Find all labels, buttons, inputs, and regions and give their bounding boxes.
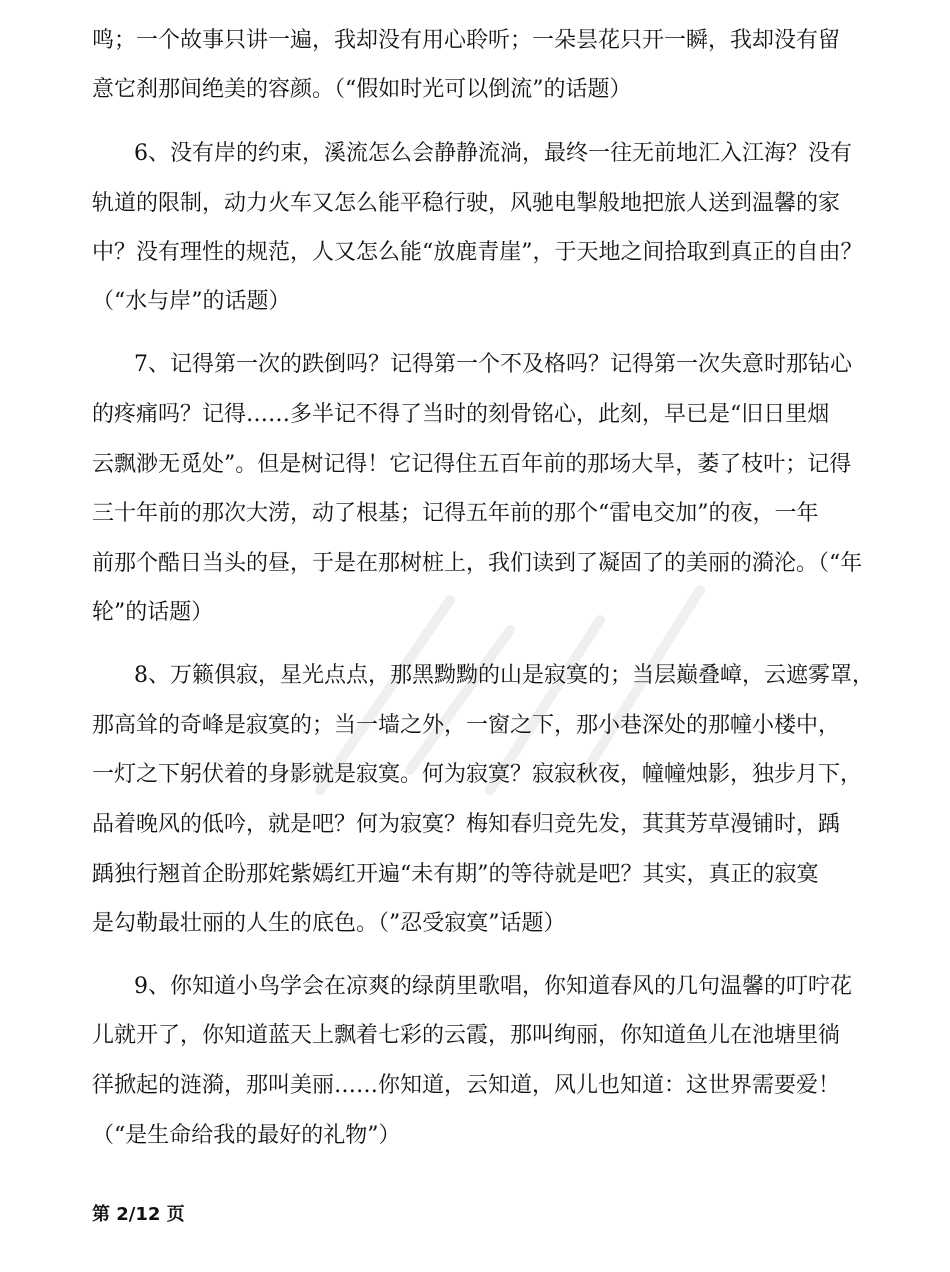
text-line: 中？没有理性的规范，人又怎么能“放鹿青崖”，于天地之间拾取到真正的自由？ <box>92 240 863 265</box>
text-line: 踽独行翘首企盼那姹紫嫣红开遍“未有期”的等待就是吧？其实，真正的寂寞 <box>92 862 819 887</box>
paragraph-9-first-line: 9、你知道小鸟学会在凉爽的绿荫里歌唱，你知道春风的几句温馨的叮咛花 <box>134 974 852 999</box>
text-line: 那高耸的奇峰是寂寞的；当一墙之外，一窗之下，那小巷深处的那幢小楼中， <box>92 713 841 738</box>
text-line: 是勾勒最壮丽的人生的底色。（”忍受寂寞”话题） <box>92 911 566 936</box>
paragraph-8-first-line: 8、万籁俱寂，星光点点，那黑黝黝的山是寂寞的；当层巅叠嶂，云遮雾罩， <box>134 663 874 688</box>
text-line: 云飘渺无觅处”。但是树记得！它记得住五百年前的那场大旱，萎了枝叶；记得 <box>92 452 852 477</box>
text-line: 三十年前的那次大涝，动了根基；记得五年前的那个“雷电交加”的夜，一年 <box>92 501 819 526</box>
text-line: 意它刹那间绝美的容颜。（“假如时光可以倒流”的话题） <box>92 77 632 102</box>
text-line: 鸣；一个故事只讲一遍，我却没有用心聆听；一朵昙花只开一瞬，我却没有留 <box>92 28 841 53</box>
text-line: 前那个酷日当头的昼，于是在那树桩上，我们读到了凝固了的美丽的漪沦。（“年 <box>92 551 863 576</box>
text-line: 一灯之下躬伏着的身影就是寂寞。何为寂寞？寂寂秋夜，幢幢烛影，独步月下， <box>92 762 863 787</box>
text-line: （“是生命给我的最好的礼物”） <box>92 1123 401 1148</box>
text-line: 的疼痛吗？记得……多半记不得了当时的刻骨铭心，此刻，早已是“旧日里烟 <box>92 402 830 427</box>
page-number: 第 2/12 页 <box>92 1204 185 1225</box>
paragraph-6-first-line: 6、没有岸的约束，溪流怎么会静静流淌，最终一往无前地汇入江海？没有 <box>134 141 852 166</box>
text-line: 轮”的话题） <box>92 600 214 625</box>
text-line: 儿就开了，你知道蓝天上飘着七彩的云霞，那叫绚丽，你知道鱼儿在池塘里徜 <box>92 1023 841 1048</box>
text-line: 徉掀起的涟漪，那叫美丽……你知道，云知道，风儿也知道：这世界需要爱！ <box>92 1073 841 1098</box>
text-line: 品着晚风的低吟，就是吧？何为寂寞？梅知春归竞先发，萁萁芳草漫铺时，踽 <box>92 812 841 837</box>
paragraph-7-first-line: 7、记得第一次的跌倒吗？记得第一个不及格吗？记得第一次失意时那钻心 <box>134 352 852 377</box>
text-line: 轨道的限制，动力火车又怎么能平稳行驶，风驰电掣般地把旅人送到温馨的家 <box>92 191 841 216</box>
text-line: （“水与岸”的话题） <box>92 289 291 314</box>
